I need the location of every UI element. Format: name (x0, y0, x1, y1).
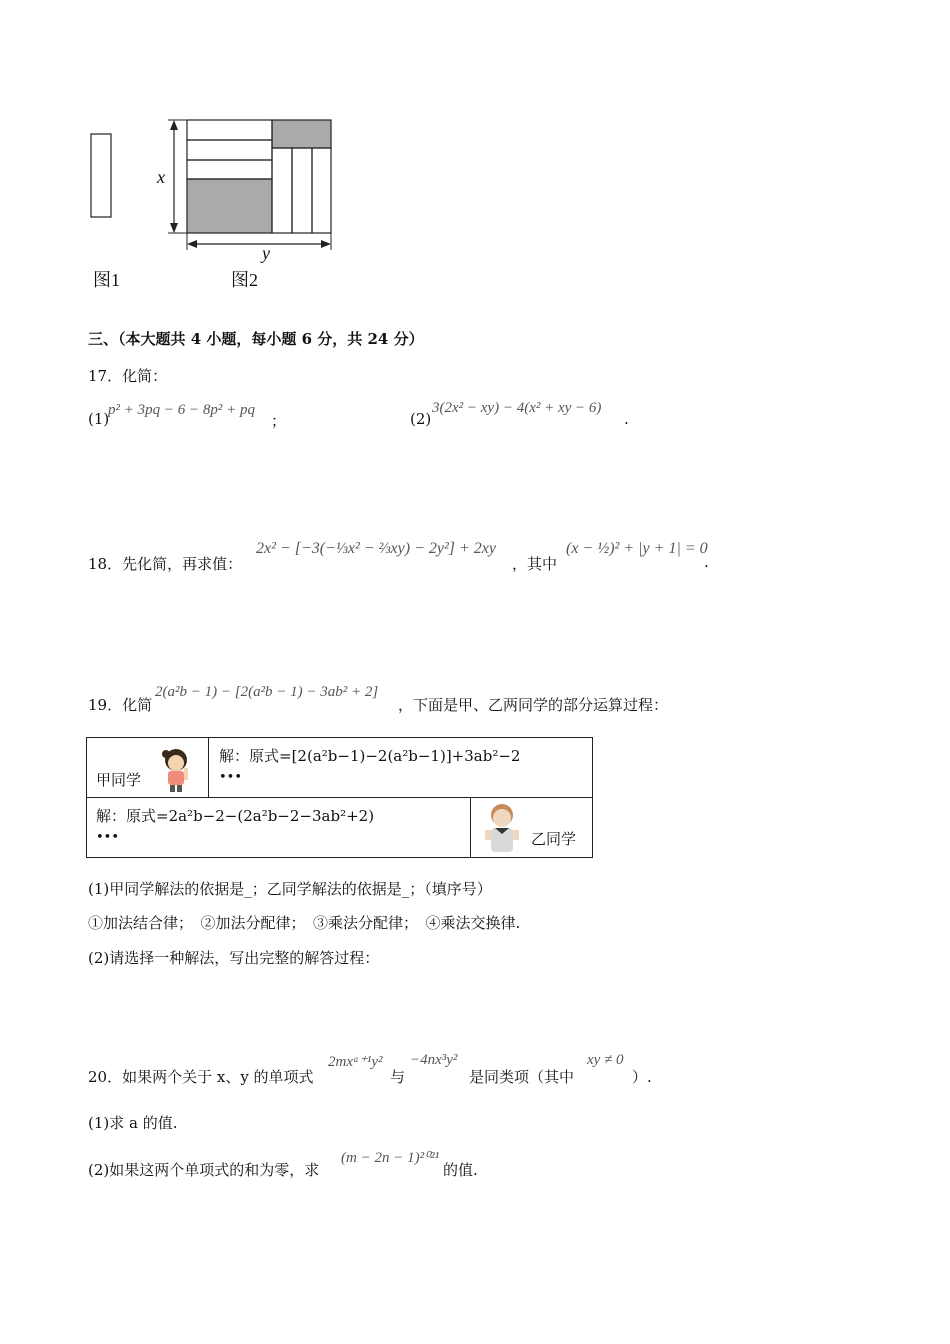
section-heading: 三、（本大题共 4 小题，每小题 6 分，共 24 分） (88, 330, 424, 348)
q17-part2-end: . (624, 410, 629, 428)
x-arrow-head-bottom (170, 223, 178, 233)
q19-sub2: (2)请选择一种解法，写出完整的解答过程： (88, 949, 380, 967)
fig2-strip-h1 (187, 120, 272, 140)
q20-sub2-post: 的值. (443, 1161, 478, 1179)
fig2-bottom-left-square (187, 179, 272, 233)
y-label: y (262, 243, 270, 263)
figure-diagram (80, 110, 360, 295)
q18-mid: ，其中 (512, 555, 558, 573)
q17-part1-expr: p² + 3pq − 6 − 8p² + pq (108, 402, 255, 418)
q17-title: 17．化简： (88, 367, 168, 385)
yi-dots: ••• (96, 830, 120, 845)
q19-after: ，下面是甲、乙两同学的部分运算过程： (398, 696, 669, 714)
q17-part2-label: (2) (410, 410, 432, 428)
q18-end: . (704, 553, 709, 571)
fig2-strip-h3 (187, 160, 272, 179)
fig2-label: 图2 (231, 270, 258, 290)
x-label: x (157, 167, 165, 187)
q20-mid1: 与 (390, 1068, 406, 1086)
yi-solution: 解：原式=2a²b−2−(2a²b−2−3ab²+2) (96, 807, 375, 825)
boy-student-icon (477, 800, 527, 856)
q19-options: ①加法结合律； ②加法分配律； ③乘法分配律； ④乘法交换律. (88, 914, 521, 932)
fig2-strip-h2 (187, 140, 272, 160)
q20-title: 20．如果两个关于 x、y 的单项式 (88, 1068, 314, 1086)
fig2-strip-v1 (272, 148, 292, 233)
fig1-strip (91, 134, 111, 217)
q20-monomial2: −4nx³y² (410, 1052, 458, 1068)
q20-end: ）. (632, 1068, 652, 1086)
q17-part2-expr: 3(2x² − xy) − 4(x² + xy − 6) (432, 400, 602, 416)
fig2-strip-v2 (292, 148, 312, 233)
q20-condition: xy ≠ 0 (587, 1052, 624, 1068)
q20-sub2-expr: (m − 2n − 1)²⁰²¹ (341, 1150, 440, 1166)
y-arrow-head-right (321, 240, 331, 248)
q19-title: 19．化简 (88, 696, 153, 714)
jia-label: 甲同学 (96, 771, 142, 789)
q17-part1-end: ； (271, 412, 287, 430)
fig1-label: 图1 (93, 270, 120, 290)
q20-mid2: 是同类项（其中 (469, 1068, 575, 1086)
yi-label: 乙同学 (531, 830, 577, 848)
jia-dots: ••• (219, 770, 243, 785)
q18-expr: 2x² − [−3(−⅓x² − ⅔xy) − 2y²] + 2xy (256, 540, 496, 557)
jia-solution: 解：原式=[2(a²b−1)−2(a²b−1)]+3ab²−2 (219, 747, 521, 765)
q19-expr: 2(a²b − 1) − [2(a²b − 1) − 3ab² + 2] (155, 684, 379, 700)
q18-title: 18．先化简，再求值： (88, 555, 243, 573)
q18-condition: (x − ½)² + |y + 1| = 0 (566, 540, 708, 557)
q20-sub2-pre: (2)如果这两个单项式的和为零，求 (88, 1161, 320, 1179)
fig2-top-right-square (272, 120, 331, 148)
q17-part1-label: (1) (88, 410, 110, 428)
girl-student-icon (150, 746, 202, 794)
fig2-strip-v3 (312, 148, 331, 233)
q20-monomial1: 2mxᵃ⁺¹y² (328, 1054, 383, 1070)
x-arrow-head-top (170, 120, 178, 130)
q19-sub1: (1)甲同学解法的依据是_；乙同学解法的依据是_；（填序号） (88, 880, 492, 898)
y-arrow-head-left (187, 240, 197, 248)
q20-sub1: (1)求 a 的值. (88, 1114, 178, 1132)
